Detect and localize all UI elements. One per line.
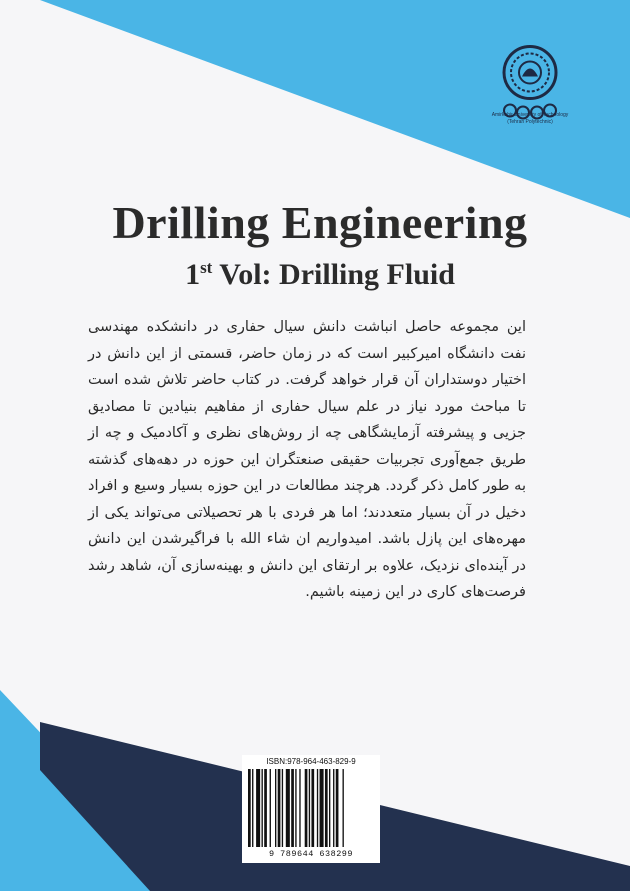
barcode-stripe <box>343 769 344 847</box>
logo-caption <box>470 112 590 126</box>
book-subtitle <box>40 258 600 292</box>
logo-caption-line2: (Tehran Polytechnic) <box>507 119 553 125</box>
barcode-stripe <box>329 769 330 847</box>
volume-title: Vol: Drilling Fluid <box>212 258 455 291</box>
university-seal-icon <box>470 20 590 145</box>
book-description: این مجموعه حاصل انباشت دانش سیال حفاری در دانشکده مهندسی نفت دانشگاه امیرکبیر است که در زمان حاضر، قسمتی از این دانش در اختیار دوستداران آن قرار خواهد گرفت. در کتاب حاضر تلاش شده است تا مباحث مورد نیاز در علم سیال حفاری از مفاهیم بنیادین تا مصادیق جزیی و پیشرفته آزمایشگاهی چه از روش‌های نظری و آکادمیک و چه از طریق جمع‌آوری تجربیات حقیقی صنعتگران این حوزه در دهه‌های گذشته به طور کامل ذکر گردد. هرچند مطالعات در این حوزه بسیار وسیع و افراد دخیل در آن بسیار متعددند؛ اما هر فردی با هر تحصیلاتی می‌تواند یکی از مهره‌های این پازل باشد. امیدواریم ان شاء الله با فراگیرشدن این دانش در آینده‌ای نزدیک، علاوه بر ارتقای این دانش و بهینه‌سازی آن، شاهد رشد فرصت‌های کاری در این زمینه باشیم. <box>88 319 526 600</box>
volume-ordinal-suffix: st <box>200 258 213 277</box>
barcode-stripe <box>295 769 296 847</box>
barcode-icon <box>248 769 374 847</box>
barcode-stripe <box>256 769 260 847</box>
barcode-digits: 9 789644 638299 <box>268 849 353 859</box>
barcode-stripe <box>336 769 339 847</box>
barcode-box <box>242 755 380 863</box>
barcode-stripe <box>317 769 318 847</box>
barcode-stripe <box>299 769 300 847</box>
book-title: Drilling Engineering <box>112 197 528 248</box>
barcode-stripe <box>270 769 271 847</box>
barcode-stripe <box>325 769 328 847</box>
isbn-label: ISBN:978-964-463-829-9 <box>266 757 356 766</box>
barcode-stripe <box>333 769 334 847</box>
barcode-stripe <box>311 769 314 847</box>
barcode-stripe <box>309 769 310 847</box>
volume-number: 1 <box>185 258 201 291</box>
barcode-stripe <box>291 769 294 847</box>
barcode-stripe <box>264 769 267 847</box>
barcode-stripe <box>286 769 290 847</box>
barcode-stripe <box>282 769 283 847</box>
logo-caption-line1: Amirkabir University of Technology <box>491 112 569 118</box>
barcode-stripe <box>305 769 308 847</box>
barcode-stripe <box>248 769 251 847</box>
barcode-stripe <box>278 769 281 847</box>
barcode-stripe <box>275 769 276 847</box>
barcode-stripe <box>262 769 263 847</box>
barcode-stripe <box>320 769 324 847</box>
barcode-stripe <box>252 769 253 847</box>
